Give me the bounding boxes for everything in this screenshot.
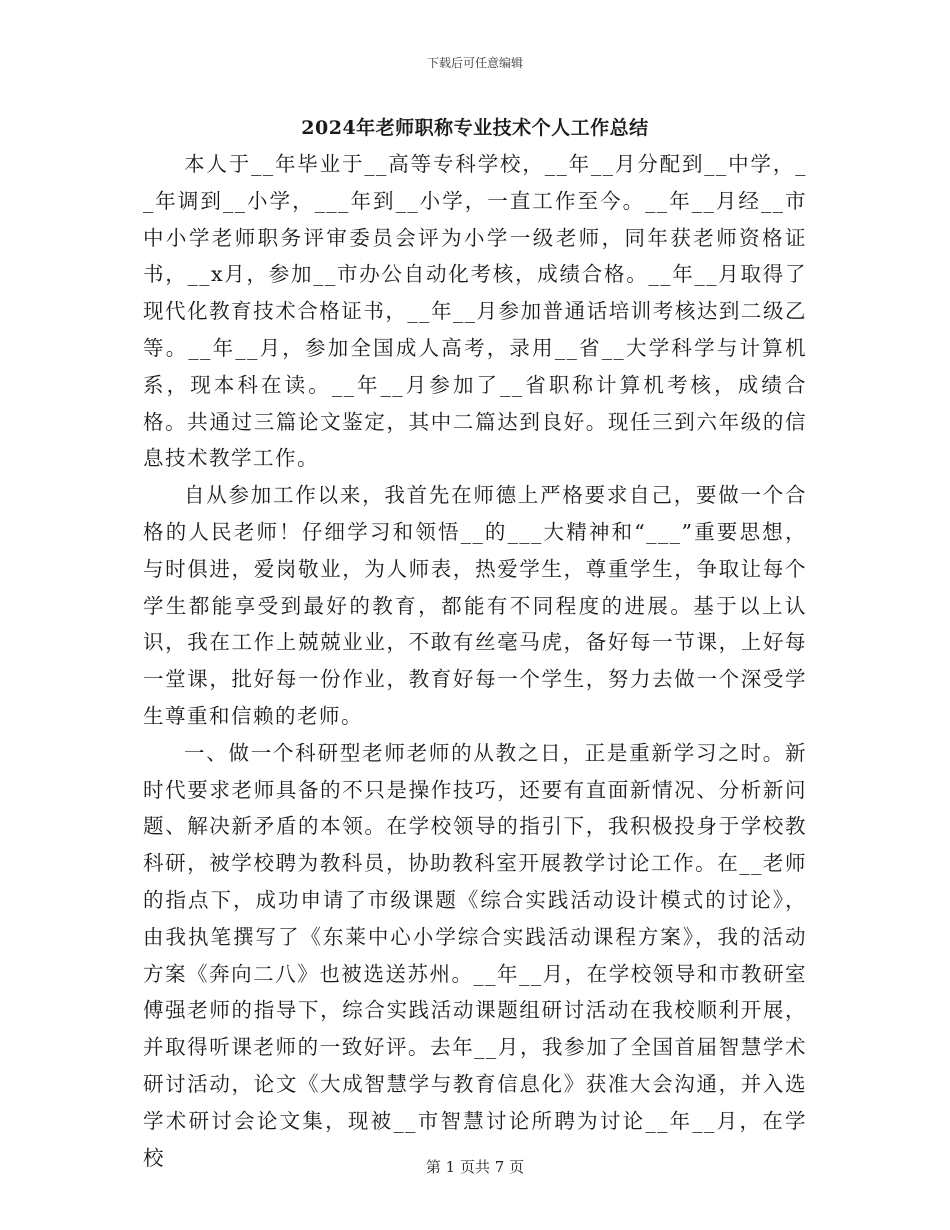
paragraph-3: 一、做一个科研型老师老师的从教之日，正是重新学习之时。新时代要求老师具备的不只是操作技巧，还要有直面新情况、分析新问题、解决新矛盾的本领。在学校领导的指引下，我积极投身于学校教科研，被学校聘为教科员，协助教科室开展教学讨论工作。在__老师的指点下，成功申请了市级课题《综合实践活动设计模式的讨论》，由我执笔撰写了《东莱中心小学综合实践活动课程方案》，我的活动方案《奔向二八》也被选送苏州。__年__月，在学校领导和市教研室傅强老师的指导下，综合实践活动课题组研讨活动在我校顺利开展，并取得听课老师的一致好评。去年__月，我参加了全国首届智慧学术研讨活动，论文《大成智慧学与教育信息化》获准大会沟通，并入选学术研讨会论文集，现被__市智慧讨论所聘为讨论__年__月，在学校 bbox=[143, 740, 807, 1170]
document-title: 2024年老师职称专业技术个人工作总结 bbox=[301, 117, 649, 139]
header-note: 下载后可任意编辑 bbox=[426, 56, 523, 70]
paragraph-2: 自从参加工作以来，我首先在师德上严格要求自己，要做一个合格的人民老师！仔细学习和领悟__的___大精神和“___”重要思想，与时俱进，爱岗敬业，为人师表，热爱学生，尊重学生，争取让每个学生都能享受到最好的教育，都能有不同程度的进展。基于以上认识，我在工作上兢兢业业，不敢有丝毫马虎，备好每一节课，上好每一堂课，批好每一份作业，教育好每一个学生，努力去做一个深受学生尊重和信赖的老师。 bbox=[143, 483, 807, 728]
document-body bbox=[143, 146, 807, 1176]
page-footer: 第 1 页共 7 页 bbox=[425, 1158, 525, 1176]
paragraph-1: 本人于__年毕业于__高等专科学校，__年__月分配到__中学，__年调到__小学，___年到__小学，一直工作至今。__年__月经__市中小学老师职务评审委员会评为小学一级老师，同年获老师资格证书，__x月，参加__市办公自动化考核，成绩合格。__年__月取得了现代化教育技术合格证书，__年__月参加普通话培训考核达到二级乙等。__年__月，参加全国成人高考，录用__省__大学科学与计算机系，现本科在读。__年__月参加了__省职称计算机考核，成绩合格。共通过三篇论文鉴定，其中二篇达到良好。现任三到六年级的信息技术教学工作。 bbox=[143, 152, 807, 471]
